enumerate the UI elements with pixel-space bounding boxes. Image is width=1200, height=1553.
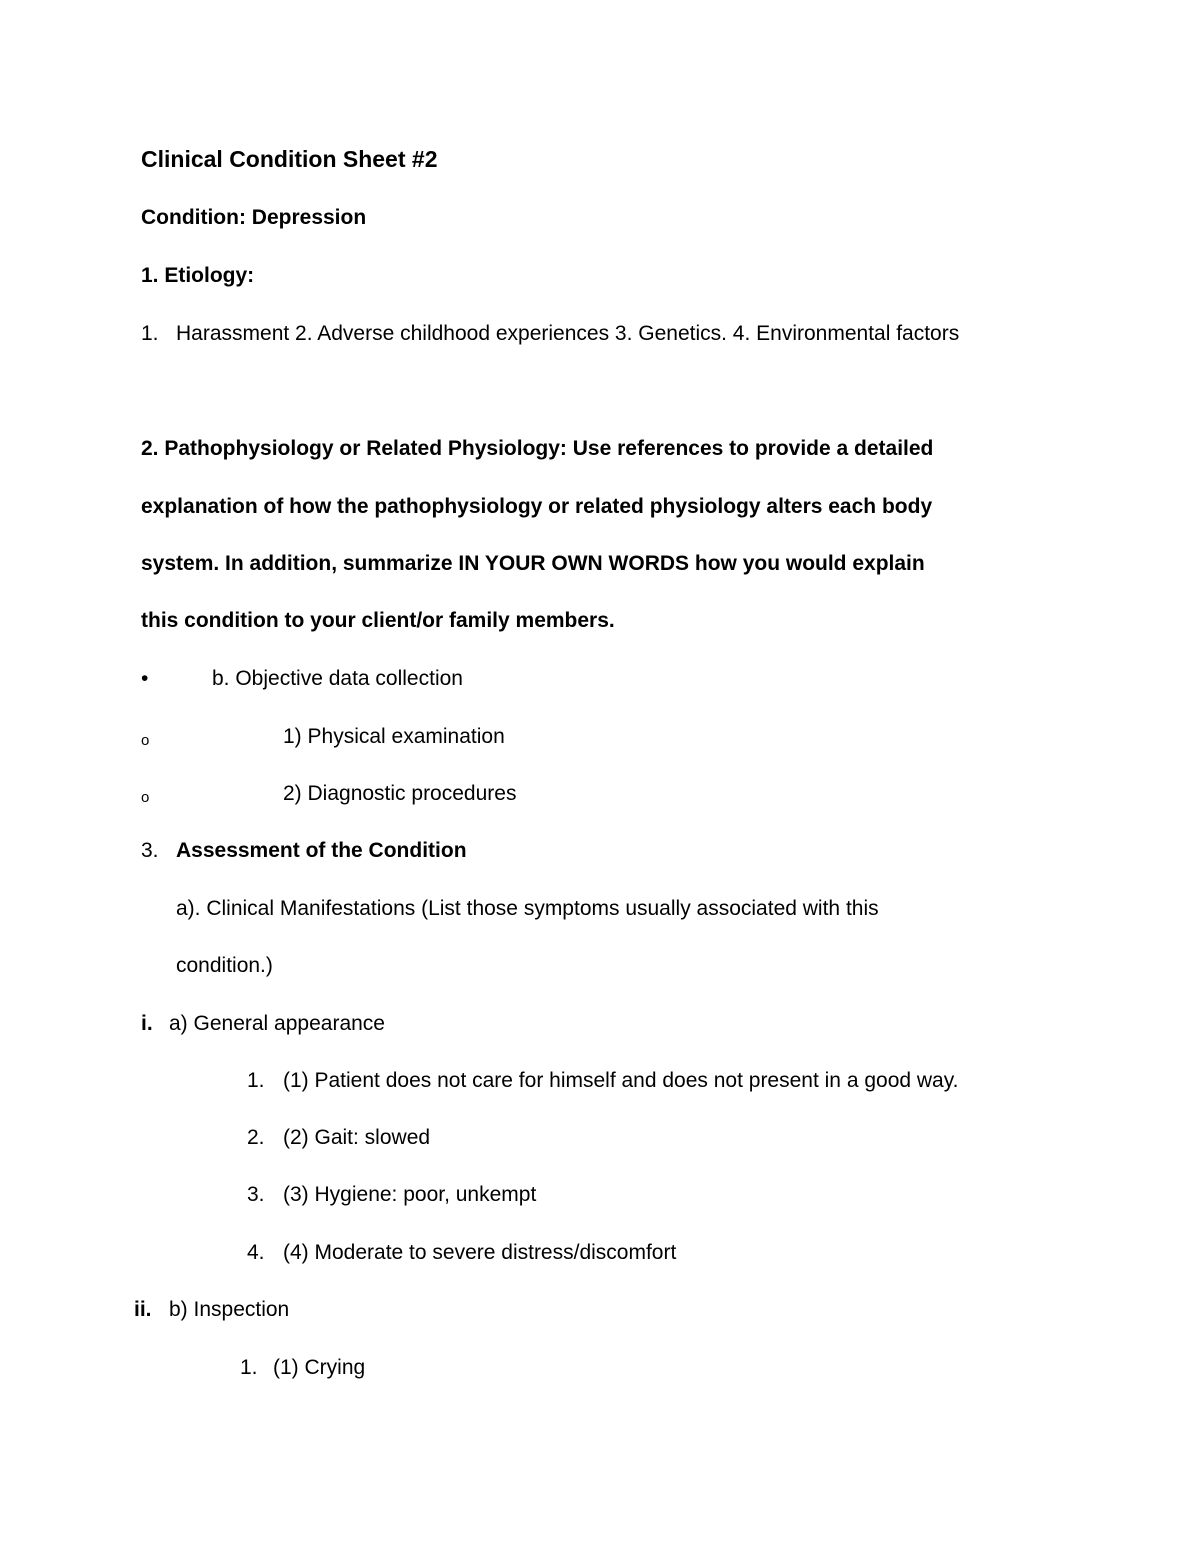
objective-subitem-text: 1) Physical examination <box>283 725 505 748</box>
list-marker: 1. <box>240 1356 258 1379</box>
etiology-text: Harassment 2. Adverse childhood experiences 3. Genetics. 4. Environmental factors <box>176 322 960 345</box>
pathophysiology-line: 2. Pathophysiology or Related Physiology: Use references to provide a detailed <box>141 437 934 460</box>
hollow-bullet-marker: o <box>141 732 150 749</box>
list-marker: 3. <box>141 839 159 862</box>
subitem-text: (4) Moderate to severe distress/discomfort <box>283 1241 677 1264</box>
objective-subitem-text: 2) Diagnostic procedures <box>283 782 517 805</box>
condition-line: Condition: Depression <box>141 206 367 229</box>
pathophysiology-line: explanation of how the pathophysiology or related physiology alters each body <box>141 495 933 518</box>
subitem-text: (1) Crying <box>273 1356 366 1379</box>
general-appearance-text: a) General appearance <box>169 1012 385 1035</box>
inspection-text: b) Inspection <box>169 1298 290 1321</box>
pathophysiology-line: this condition to your client/or family members. <box>141 609 615 632</box>
hollow-bullet-marker: o <box>141 789 150 806</box>
objective-data-text: b. Objective data collection <box>212 667 463 690</box>
assessment-heading: Assessment of the Condition <box>176 839 467 862</box>
list-marker: 1. <box>141 322 159 345</box>
roman-marker: i. <box>141 1012 153 1035</box>
list-marker: 3. <box>247 1183 265 1206</box>
list-marker: 1. <box>247 1069 265 1092</box>
manifestations-line: condition.) <box>176 954 273 977</box>
bullet-marker: • <box>141 667 149 690</box>
document-title: Clinical Condition Sheet #2 <box>141 146 438 172</box>
subitem-text: (2) Gait: slowed <box>283 1126 431 1149</box>
roman-marker: ii. <box>134 1298 152 1321</box>
subitem-text: (1) Patient does not care for himself and does not present in a good way. <box>283 1069 959 1092</box>
etiology-heading: 1. Etiology: <box>141 264 255 287</box>
subitem-text: (3) Hygiene: poor, unkempt <box>283 1183 537 1206</box>
manifestations-line: a). Clinical Manifestations (List those symptoms usually associated with this <box>176 897 879 920</box>
list-marker: 4. <box>247 1241 265 1264</box>
pathophysiology-line: system. In addition, summarize IN YOUR OWN WORDS how you would explain <box>141 552 925 575</box>
list-marker: 2. <box>247 1126 265 1149</box>
